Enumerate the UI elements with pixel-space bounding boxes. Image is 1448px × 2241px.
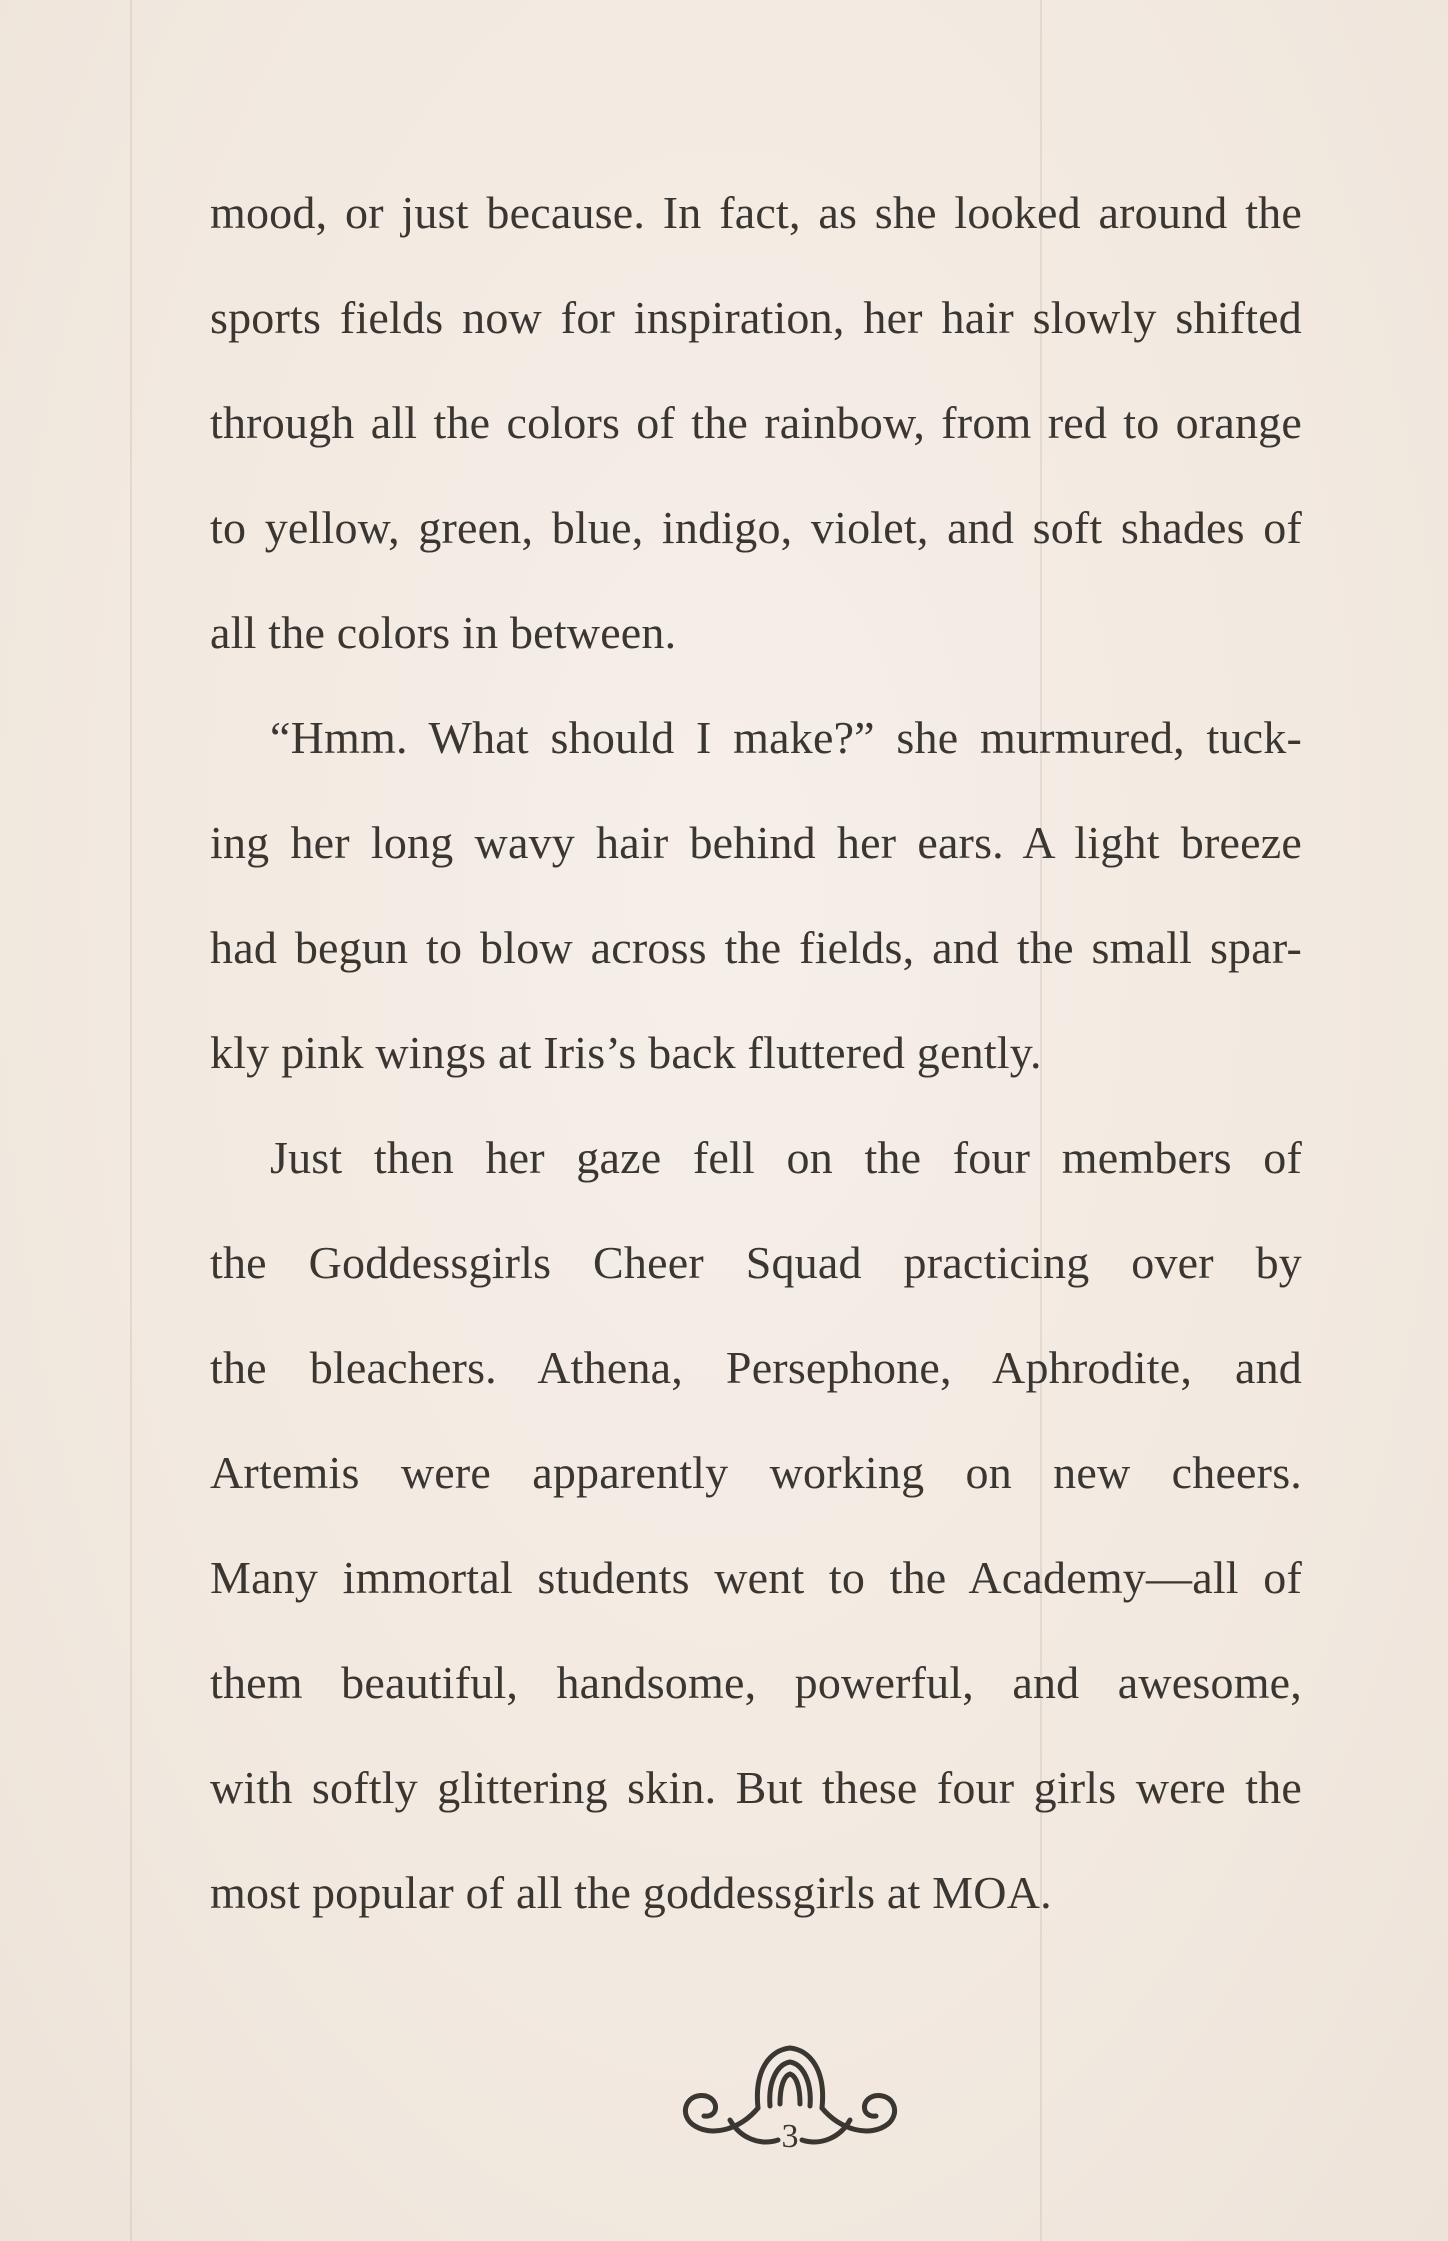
text-line: ing her long wavy hair behind her ears. A light breeze [210,817,1302,868]
scroll-ornament-icon [670,2020,910,2180]
text-line: “Hmm. What should I make?” she murmured, tuck- [270,712,1302,763]
text-line: Many immortal students went to the Academy—all of [210,1552,1302,1603]
text-line: had begun to blow across the fields, and the small spar- [210,922,1302,973]
paragraph-2 [210,685,1302,1105]
text-line: through all the colors of the rainbow, from red to orange [210,397,1302,448]
text-line: sports fields now for inspiration, her hair slowly shifted [210,292,1302,343]
text-line: most popular of all the goddessgirls at MOA. [210,1867,1052,1918]
text-line: to yellow, green, blue, indigo, violet, and soft shades of [210,502,1302,553]
text-line: them beautiful, handsome, powerful, and awesome, [210,1657,1302,1708]
text-line: Just then her gaze fell on the four members of [270,1132,1302,1183]
page-fold-line [130,0,132,2241]
paragraph-1 [210,160,1302,685]
text-line: all the colors in between. [210,607,677,658]
text-line: with softly glittering skin. But these four girls were the [210,1762,1302,1813]
page-number: 3 [781,2118,799,2155]
text-line: Artemis were apparently working on new cheers. [210,1447,1302,1498]
body-text [210,160,1302,1945]
text-line: mood, or just because. In fact, as she looked around the [210,187,1302,238]
text-line: the Goddessgirls Cheer Squad practicing over by [210,1237,1302,1288]
text-line: kly pink wings at Iris’s back fluttered gently. [210,1027,1042,1078]
paragraph-3 [210,1105,1302,1945]
text-line: the bleachers. Athena, Persephone, Aphrodite, and [210,1342,1302,1393]
